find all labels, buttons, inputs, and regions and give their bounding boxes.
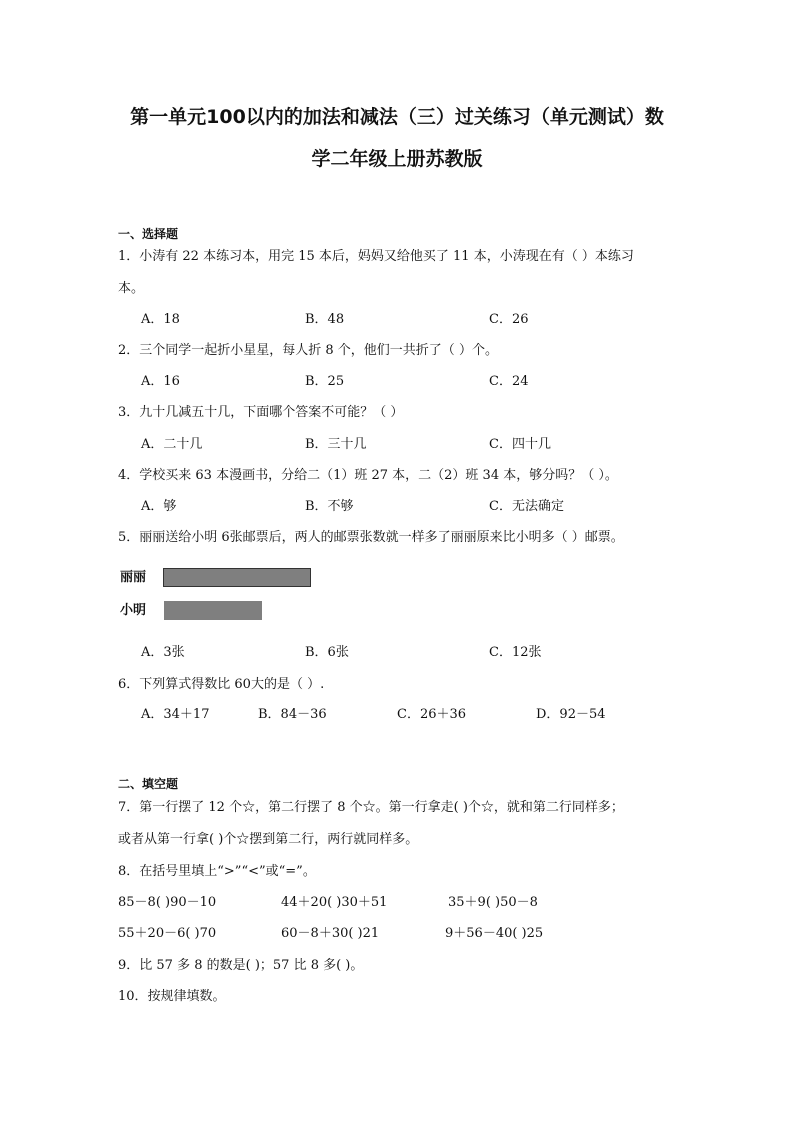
question-5-option-b: B．6张 xyxy=(305,645,349,660)
question-3-text: 3．九十几减五十几，下面哪个答案不可能？（ ） xyxy=(118,405,404,420)
question-5-text: 5．丽丽送给小明 6张邮票后，两人的邮票张数就一样多了丽丽原来比小明多（ ）邮票。 xyxy=(118,530,624,545)
question-8-row2-item3: 9＋56－40( )25 xyxy=(445,926,544,941)
question-6-option-c: C．26＋36 xyxy=(397,707,467,722)
question-4-text: 4．学校买来 63 本漫画书，分给二（1）班 27 本，二（2）班 34 本，够分吗？（ ）。 xyxy=(118,468,618,483)
question-4-option-c: C．无法确定 xyxy=(489,499,564,514)
question-3-option-b: B．三十几 xyxy=(305,437,367,452)
question-3-option-a: A．二十几 xyxy=(141,437,203,452)
bar-label-xiaoming: 小明 xyxy=(120,603,147,618)
question-8-row1-item2: 44＋20( )30＋51 xyxy=(281,895,388,910)
question-5-option-c: C．12张 xyxy=(489,645,542,660)
question-8-row2-item2: 60－8＋30( )21 xyxy=(281,926,380,941)
question-1-option-b: B．48 xyxy=(305,312,345,327)
question-3-option-c: C．四十几 xyxy=(489,437,551,452)
question-9-text: 9．比 57 多 8 的数是( )；57 比 8 多( )。 xyxy=(118,958,364,973)
question-8-row1-item1: 85－8( )90－10 xyxy=(118,895,217,910)
bar-label-lili: 丽丽 xyxy=(120,570,147,585)
bar-xiaoming xyxy=(164,601,262,620)
question-1-option-a: A．18 xyxy=(141,312,180,327)
question-2-text: 2．三个同学一起折小星星，每人折 8 个，他们一共折了（ ）个。 xyxy=(118,343,498,358)
question-7-text: 7．第一行摆了 12 个☆，第二行摆了 8 个☆。第一行拿走( )个☆，就和第二行同样多； xyxy=(118,800,624,815)
question-2-option-c: C．24 xyxy=(489,374,529,389)
section-heading-fill: 二、填空题 xyxy=(118,777,179,791)
question-10-text: 10．按规律填数。 xyxy=(118,989,226,1004)
question-2-option-b: B．25 xyxy=(305,374,345,389)
question-8-row1-item3: 35＋9( )50－8 xyxy=(448,895,538,910)
question-1-text-cont: 本。 xyxy=(118,281,145,296)
question-7-text-cont: 或者从第一行拿( )个☆摆到第二行，两行就同样多。 xyxy=(118,832,419,847)
question-2-option-a: A．16 xyxy=(141,374,180,389)
question-4-option-a: A．够 xyxy=(141,499,177,514)
question-6-option-d: D．92－54 xyxy=(536,707,606,722)
question-4-option-b: B．不够 xyxy=(305,499,354,514)
section-heading-choice: 一、选择题 xyxy=(118,227,179,241)
bar-lili xyxy=(163,568,311,587)
question-6-option-a: A．34＋17 xyxy=(141,707,210,722)
question-6-text: 6．下列算式得数比 60大的是（ ）. xyxy=(118,677,325,692)
question-5-option-a: A．3张 xyxy=(141,645,185,660)
page-title-line-1: 第一单元100以内的加法和减法（三）过关练习（单元测试）数 xyxy=(130,106,664,128)
question-1-option-c: C．26 xyxy=(489,312,529,327)
question-8-row2-item1: 55＋20－6( )70 xyxy=(118,926,217,941)
question-6-option-b: B．84－36 xyxy=(258,707,327,722)
question-1-text: 1．小涛有 22 本练习本，用完 15 本后，妈妈又给他买了 11 本，小涛现在有（ ）本练习 xyxy=(118,249,634,264)
question-8-text: 8．在括号里填上“>”“<”或“=”。 xyxy=(118,864,316,879)
page-title-line-2: 学二年级上册苏教版 xyxy=(311,148,483,170)
